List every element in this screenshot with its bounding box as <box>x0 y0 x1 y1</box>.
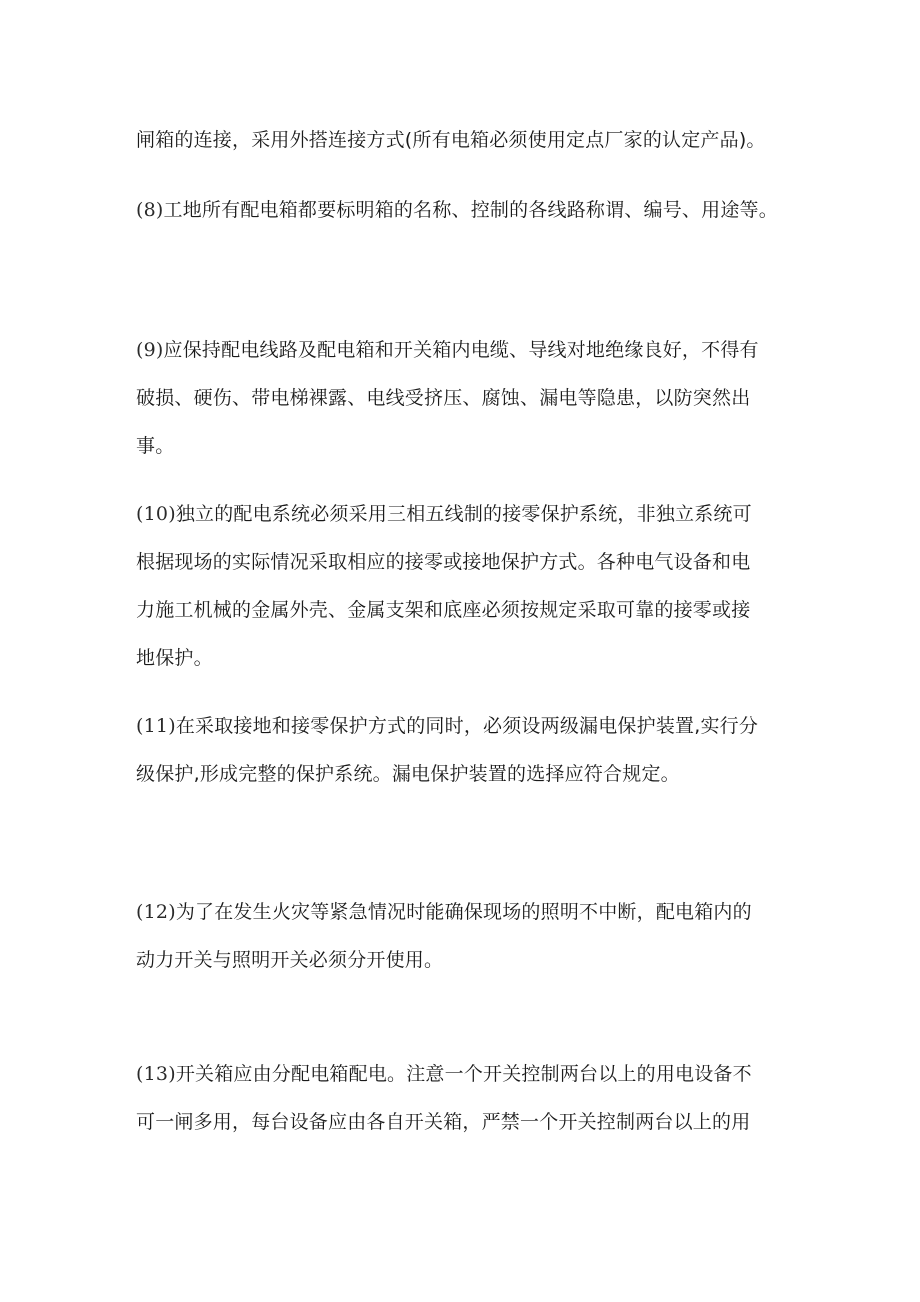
text-line: 应保持配电线路及配电箱和开关箱内电缆、导线对地绝缘良好，不得有 <box>163 339 759 361</box>
paragraph-line <box>136 1098 788 1146</box>
item-number: (10) <box>136 503 176 525</box>
text-line: 力施工机械的金属外壳、金属支架和底座必须按规定采取可靠的接零或接 <box>136 599 751 621</box>
paragraph-line <box>136 422 788 470</box>
text-line: 事。 <box>136 435 175 457</box>
text-line: 级保护,形成完整的保护系统。漏电保护装置的选择应符合规定。 <box>136 763 680 785</box>
paragraph-line <box>136 186 788 234</box>
paragraph-line <box>136 888 788 936</box>
text-line: 为了在发生火灾等紧急情况时能确保现场的照明不中断，配电箱内的 <box>175 901 752 923</box>
paragraph-line <box>136 586 788 634</box>
paragraph-line <box>136 116 788 164</box>
text-line: 闸箱的连接，采用外搭连接方式(所有电箱必须使用定点厂家的认定产品)。 <box>136 129 766 151</box>
paragraph-line <box>136 936 788 984</box>
paragraph-0 <box>136 116 788 164</box>
text-line: 动力开关与照明开关必须分开使用。 <box>136 949 444 971</box>
item-number: (8) <box>136 199 164 221</box>
item-number: (11) <box>136 715 176 737</box>
text-line: 破损、硬伤、带电梯裸露、电线受挤压、腐蚀、漏电等隐患，以防突然出 <box>136 387 751 409</box>
item-number: (13) <box>136 1063 176 1085</box>
paragraph-line <box>136 326 788 374</box>
paragraph-line <box>136 702 788 750</box>
paragraph-line <box>136 490 788 538</box>
text-line: 独立的配电系统必须采用三相五线制的接零保护系统，非独立系统可 <box>175 503 752 525</box>
paragraph-line <box>136 750 788 798</box>
item-number: (9) <box>136 339 164 361</box>
paragraph-10 <box>136 490 788 682</box>
paragraph-11 <box>136 702 788 798</box>
paragraph-line <box>136 634 788 682</box>
text-line: 开关箱应由分配电箱配电。注意一个开关控制两台以上的用电设备不 <box>175 1063 752 1085</box>
item-number: (12) <box>136 901 176 923</box>
text-line: 根据现场的实际情况采取相应的接零或接地保护方式。各种电气设备和电 <box>136 551 751 573</box>
paragraph-line <box>136 538 788 586</box>
text-line: 在采取接地和接零保护方式的同时，必须设两级漏电保护装置,实行分 <box>175 715 759 737</box>
text-line: 地保护。 <box>136 647 213 669</box>
text-line: 可一闸多用，每台设备应由各自开关箱，严禁一个开关控制两台以上的用 <box>136 1111 751 1133</box>
paragraph-8 <box>136 186 788 234</box>
paragraph-12 <box>136 888 788 984</box>
paragraph-9 <box>136 326 788 470</box>
paragraph-line <box>136 1050 788 1098</box>
paragraph-13 <box>136 1050 788 1146</box>
paragraph-line <box>136 374 788 422</box>
text-line: 工地所有配电箱都要标明箱的名称、控制的各线路称谓、编号、用途等。 <box>163 199 778 221</box>
